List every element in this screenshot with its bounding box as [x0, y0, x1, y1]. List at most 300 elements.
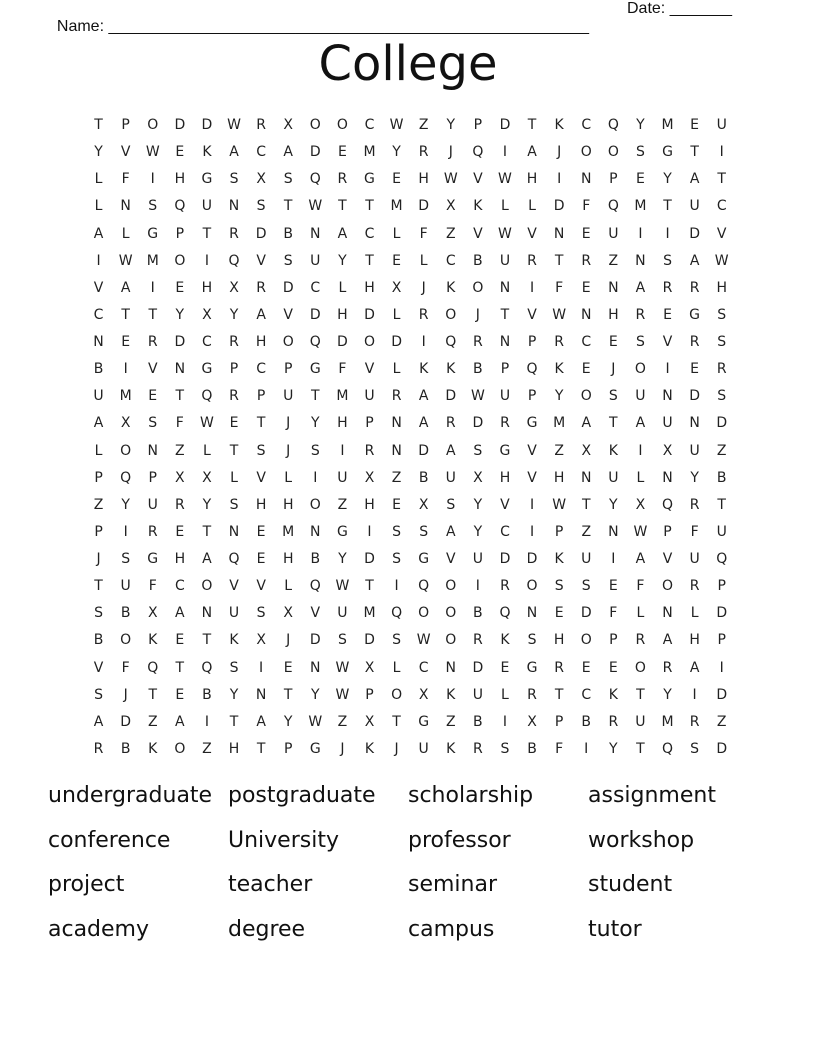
- grid-letter: D: [716, 415, 728, 432]
- grid-letter: S: [554, 578, 564, 595]
- grid-letter: O: [580, 388, 592, 405]
- grid-letter: I: [394, 578, 399, 595]
- grid-letter: P: [554, 523, 564, 540]
- grid-letter: T: [94, 578, 103, 595]
- grid-letter: V: [473, 171, 483, 188]
- grid-letter: B: [202, 686, 212, 703]
- grid-letter: L: [338, 279, 347, 296]
- word-list-item: University: [228, 827, 339, 853]
- grid-letter: U: [93, 388, 104, 405]
- grid-letter: R: [147, 523, 158, 540]
- grid-letter: C: [581, 334, 592, 350]
- grid-letter: Y: [202, 496, 212, 513]
- grid-letter: V: [662, 334, 673, 350]
- grid-letter: E: [392, 252, 401, 269]
- grid-letter: Y: [311, 415, 320, 432]
- grid-letter: D: [499, 117, 511, 133]
- grid-letter: U: [635, 388, 646, 405]
- grid-letter: N: [580, 469, 592, 486]
- grid-letter: S: [148, 415, 158, 432]
- grid-letter: V: [716, 225, 727, 242]
- grid-letter: T: [256, 415, 266, 432]
- grid-letter: F: [419, 225, 428, 242]
- grid-letter: H: [364, 496, 375, 513]
- word-list: [48, 780, 768, 958]
- grid-letter: U: [716, 117, 727, 133]
- grid-letter: R: [472, 740, 483, 757]
- grid-letter: H: [255, 334, 267, 350]
- grid-letter: T: [175, 388, 185, 405]
- grid-letter: E: [283, 659, 293, 676]
- grid-letter: E: [256, 523, 266, 540]
- grid-letter: K: [554, 551, 564, 567]
- grid-letter: A: [120, 279, 131, 296]
- grid-letter: J: [286, 442, 291, 459]
- grid-letter: D: [472, 415, 484, 432]
- grid-letter: P: [94, 523, 103, 540]
- word-list-item: seminar: [408, 872, 498, 897]
- grid-letter: S: [229, 171, 239, 188]
- grid-letter: E: [608, 578, 618, 595]
- grid-letter: S: [229, 496, 239, 513]
- grid-letter: T: [636, 740, 645, 757]
- grid-letter: C: [364, 117, 375, 133]
- grid-letter: Q: [201, 659, 213, 676]
- grid-letter: B: [473, 605, 483, 622]
- grid-letter: K: [148, 740, 158, 757]
- grid-letter: S: [392, 551, 402, 567]
- grid-letter: S: [663, 252, 672, 269]
- grid-letter: O: [662, 578, 674, 595]
- grid-letter: H: [174, 171, 186, 188]
- grid-letter: W: [200, 415, 214, 432]
- grid-letter: I: [259, 659, 264, 676]
- grid-letter: T: [581, 496, 591, 513]
- grid-letter: E: [663, 306, 672, 323]
- grid-letter: X: [256, 632, 266, 649]
- grid-letter: F: [555, 740, 564, 757]
- grid-letter: Y: [473, 496, 483, 513]
- grid-letter: F: [690, 523, 699, 540]
- grid-letter: M: [282, 523, 295, 540]
- grid-letter: H: [689, 632, 700, 649]
- grid-letter: Q: [472, 144, 484, 161]
- grid-letter: I: [529, 279, 535, 296]
- grid-letter: G: [336, 523, 348, 540]
- grid-letter: V: [147, 361, 158, 378]
- grid-letter: D: [120, 713, 132, 730]
- grid-letter: H: [364, 279, 375, 296]
- grid-letter: D: [580, 605, 592, 622]
- grid-letter: R: [689, 334, 700, 350]
- grid-letter: I: [719, 144, 724, 161]
- grid-letter: N: [662, 605, 673, 622]
- grid-letter: K: [446, 361, 456, 378]
- grid-letter: S: [473, 442, 483, 459]
- grid-letter: M: [661, 713, 674, 730]
- grid-letter: Q: [201, 388, 213, 405]
- grid-letter: G: [309, 361, 321, 378]
- grid-letter: D: [174, 334, 186, 350]
- grid-letter: W: [470, 388, 485, 405]
- grid-letter: Z: [554, 442, 564, 459]
- grid-letter: N: [93, 334, 104, 350]
- grid-letter: T: [690, 144, 699, 161]
- grid-letter: O: [634, 659, 646, 676]
- grid-letter: U: [689, 551, 700, 567]
- word-list-item: student: [588, 872, 673, 897]
- grid-letter: L: [636, 469, 645, 486]
- grid-letter: T: [202, 225, 212, 242]
- grid-letter: K: [500, 632, 510, 649]
- grid-letter: D: [716, 740, 728, 757]
- grid-letter: V: [364, 361, 375, 378]
- grid-letter: E: [581, 225, 591, 242]
- grid-letter: Y: [229, 306, 239, 323]
- grid-letter: K: [148, 632, 158, 649]
- grid-letter: T: [636, 686, 645, 703]
- grid-letter: P: [554, 713, 564, 730]
- grid-letter: A: [229, 144, 239, 161]
- grid-letter: J: [557, 144, 562, 161]
- grid-letter: K: [446, 740, 456, 757]
- grid-letter: L: [94, 198, 103, 215]
- grid-letter: A: [283, 144, 293, 161]
- grid-letter: O: [282, 334, 294, 350]
- grid-letter: S: [446, 496, 456, 513]
- grid-letter: Z: [581, 523, 592, 540]
- grid-letter: Z: [175, 442, 185, 459]
- grid-letter: D: [499, 551, 511, 567]
- grid-letter: L: [501, 198, 509, 215]
- grid-letter: V: [500, 496, 510, 513]
- grid-letter: H: [499, 469, 511, 486]
- grid-letter: U: [147, 496, 158, 513]
- grid-letter: P: [283, 740, 293, 757]
- grid-letter: I: [313, 469, 318, 486]
- grid-letter: T: [256, 740, 266, 757]
- grid-letter: V: [93, 279, 104, 296]
- grid-letter: S: [392, 632, 402, 649]
- grid-letter: U: [689, 442, 700, 459]
- grid-letter: C: [716, 198, 727, 215]
- grid-letter: Q: [391, 605, 403, 622]
- grid-letter: G: [147, 225, 159, 242]
- grid-letter: L: [528, 198, 536, 215]
- grid-letter: R: [527, 686, 537, 703]
- grid-letter: O: [445, 306, 457, 323]
- grid-letter: Y: [609, 496, 618, 513]
- grid-letter: T: [365, 252, 374, 269]
- grid-letter: U: [445, 469, 456, 486]
- grid-letter: C: [581, 686, 592, 703]
- grid-letter: O: [418, 605, 430, 622]
- grid-letter: R: [500, 578, 510, 595]
- grid-letter: B: [581, 713, 592, 730]
- grid-letter: X: [418, 686, 429, 703]
- grid-letter: V: [256, 252, 266, 269]
- grid-letter: E: [581, 659, 591, 676]
- grid-letter: R: [689, 713, 700, 730]
- grid-letter: R: [500, 415, 510, 432]
- grid-letter: S: [94, 605, 103, 622]
- grid-letter: O: [607, 144, 619, 161]
- grid-letter: W: [443, 171, 458, 188]
- grid-letter: X: [364, 713, 375, 730]
- grid-letter: H: [337, 306, 348, 323]
- grid-letter: R: [554, 659, 564, 676]
- grid-letter: T: [554, 252, 564, 269]
- grid-letter: U: [201, 198, 213, 215]
- grid-letter: E: [175, 686, 185, 703]
- grid-letter: Q: [309, 171, 321, 188]
- grid-letter: V: [256, 469, 266, 486]
- grid-letter: W: [308, 713, 323, 730]
- grid-letter: O: [120, 632, 132, 649]
- grid-letter: N: [608, 279, 619, 296]
- grid-letter: D: [526, 551, 538, 567]
- grid-letter: H: [337, 415, 348, 432]
- grid-letter: S: [635, 144, 645, 161]
- grid-letter: U: [472, 686, 483, 703]
- grid-letter: V: [527, 442, 537, 459]
- grid-letter: I: [502, 713, 508, 730]
- grid-letter: I: [367, 523, 372, 540]
- grid-letter: A: [418, 388, 429, 405]
- word-list-item: undergraduate: [48, 783, 213, 808]
- grid-letter: Z: [445, 713, 456, 730]
- grid-letter: U: [472, 551, 483, 567]
- grid-letter: E: [690, 361, 700, 378]
- grid-letter: W: [308, 198, 323, 215]
- grid-letter: N: [228, 523, 240, 540]
- grid-letter: C: [500, 523, 510, 540]
- grid-letter: T: [338, 198, 347, 215]
- grid-letter: T: [175, 659, 185, 676]
- grid-letter: Z: [147, 713, 158, 730]
- grid-letter: X: [364, 469, 375, 486]
- grid-letter: B: [120, 605, 131, 622]
- grid-letter: A: [337, 225, 348, 242]
- grid-letter: X: [283, 117, 293, 133]
- grid-letter: P: [365, 415, 374, 432]
- grid-letter: Z: [202, 740, 212, 757]
- grid-letter: J: [475, 306, 480, 323]
- grid-letter: Y: [283, 713, 293, 730]
- grid-letter: N: [499, 279, 511, 296]
- grid-letter: G: [526, 415, 538, 432]
- grid-letter: A: [175, 713, 185, 730]
- grid-letter: A: [256, 306, 266, 323]
- grid-letter: T: [500, 306, 510, 323]
- grid-letter: M: [146, 252, 159, 269]
- grid-letter: M: [363, 605, 376, 622]
- grid-letter: W: [633, 523, 648, 540]
- grid-letter: R: [256, 117, 266, 133]
- grid-letter: N: [174, 361, 186, 378]
- grid-letter: P: [94, 469, 103, 486]
- grid-letter: I: [665, 225, 670, 242]
- grid-letter: S: [500, 740, 510, 757]
- grid-letter: S: [121, 551, 131, 567]
- grid-letter: E: [121, 334, 131, 350]
- grid-letter: R: [581, 252, 592, 269]
- grid-letter: V: [229, 578, 239, 595]
- grid-letter: K: [419, 361, 429, 378]
- grid-letter: L: [284, 469, 293, 486]
- grid-letter: A: [635, 279, 646, 296]
- grid-letter: Z: [93, 496, 104, 513]
- grid-letter: R: [554, 334, 564, 350]
- grid-letter: N: [445, 659, 456, 676]
- grid-letter: E: [392, 171, 401, 188]
- grid-letter: I: [123, 523, 128, 540]
- grid-letter: C: [93, 306, 104, 323]
- grid-letter: M: [634, 198, 647, 215]
- grid-letter: S: [94, 686, 103, 703]
- grid-letter: K: [554, 117, 564, 133]
- grid-letter: N: [310, 523, 321, 540]
- grid-letter: U: [608, 469, 619, 486]
- grid-letter: P: [500, 361, 510, 378]
- grid-letter: O: [445, 578, 457, 595]
- grid-letter: U: [337, 605, 348, 622]
- grid-letter: W: [498, 171, 512, 188]
- grid-letter: F: [121, 659, 130, 676]
- word-list-item: workshop: [588, 827, 695, 853]
- grid-letter: H: [553, 469, 565, 486]
- grid-letter: S: [256, 605, 266, 622]
- grid-letter: H: [282, 496, 294, 513]
- grid-letter: B: [283, 225, 293, 242]
- grid-letter: W: [227, 117, 241, 133]
- grid-letter: J: [611, 361, 616, 378]
- grid-letter: C: [581, 117, 592, 133]
- grid-letter: U: [310, 252, 321, 269]
- grid-letter: X: [202, 306, 212, 323]
- grid-letter: W: [389, 117, 404, 133]
- grid-letter: Q: [309, 334, 321, 350]
- grid-letter: N: [553, 225, 565, 242]
- grid-letter: L: [230, 469, 238, 486]
- grid-letter: Q: [174, 198, 186, 215]
- grid-letter: F: [636, 578, 645, 595]
- grid-letter: Y: [690, 469, 699, 486]
- grid-letter: L: [636, 605, 645, 622]
- grid-letter: T: [717, 171, 726, 188]
- grid-letter: Y: [473, 523, 483, 540]
- grid-letter: I: [692, 686, 697, 703]
- grid-letter: S: [608, 388, 618, 405]
- grid-letter: R: [472, 334, 483, 350]
- grid-letter: O: [391, 686, 403, 703]
- grid-letter: N: [580, 306, 592, 323]
- grid-letter: R: [391, 388, 402, 405]
- grid-letter: K: [446, 279, 456, 296]
- grid-letter: P: [609, 171, 618, 188]
- grid-letter: U: [499, 252, 511, 269]
- grid-letter: S: [717, 306, 727, 323]
- grid-letter: N: [608, 523, 619, 540]
- grid-letter: R: [229, 225, 239, 242]
- grid-letter: Q: [607, 117, 619, 133]
- grid-letter: W: [498, 225, 512, 242]
- grid-letter: B: [473, 252, 483, 269]
- grid-letter: J: [340, 740, 345, 757]
- grid-letter: R: [229, 334, 239, 350]
- grid-letter: I: [204, 252, 209, 269]
- grid-letter: T: [283, 686, 293, 703]
- grid-letter: X: [283, 605, 293, 622]
- grid-letter: I: [123, 361, 128, 378]
- grid-letter: A: [445, 442, 456, 459]
- grid-letter: R: [689, 279, 700, 296]
- grid-letter: K: [608, 686, 618, 703]
- grid-letter: I: [502, 144, 508, 161]
- grid-letter: X: [635, 496, 646, 513]
- grid-letter: Y: [609, 740, 618, 757]
- grid-letter: T: [229, 442, 239, 459]
- grid-letter: O: [309, 117, 321, 133]
- grid-letter: A: [662, 632, 673, 649]
- grid-letter: U: [662, 415, 673, 432]
- grid-letter: R: [445, 415, 456, 432]
- grid-letter: Y: [392, 144, 401, 161]
- grid-letter: S: [690, 740, 700, 757]
- grid-letter: R: [418, 144, 429, 161]
- word-list-item: assignment: [588, 783, 716, 808]
- grid-letter: C: [256, 144, 266, 161]
- grid-letter: S: [229, 659, 239, 676]
- grid-letter: N: [255, 686, 267, 703]
- word-list-item: conference: [48, 827, 171, 853]
- grid-letter: D: [689, 388, 700, 405]
- grid-letter: E: [175, 144, 185, 161]
- grid-letter: T: [148, 306, 158, 323]
- grid-letter: A: [581, 415, 592, 432]
- grid-letter: N: [526, 605, 538, 622]
- grid-letter: W: [552, 306, 567, 323]
- grid-letter: A: [635, 415, 646, 432]
- grid-letter: E: [337, 144, 347, 161]
- grid-letter: N: [662, 388, 673, 405]
- grid-letter: K: [554, 361, 564, 378]
- grid-letter: S: [148, 198, 158, 215]
- grid-letter: Z: [391, 469, 402, 486]
- grid-letter: V: [527, 225, 537, 242]
- grid-letter: S: [717, 388, 727, 405]
- grid-letter: Q: [309, 578, 321, 595]
- grid-letter: Q: [120, 469, 132, 486]
- grid-letter: Q: [716, 551, 728, 567]
- grid-letter: P: [527, 334, 537, 350]
- grid-letter: D: [445, 388, 457, 405]
- grid-letter: O: [309, 496, 321, 513]
- grid-letter: J: [394, 740, 399, 757]
- grid-letter: A: [93, 415, 104, 432]
- grid-letter: T: [609, 415, 618, 432]
- grid-letter: E: [581, 361, 591, 378]
- grid-letter: S: [310, 442, 320, 459]
- grid-letter: A: [175, 605, 185, 622]
- grid-letter: D: [418, 198, 430, 215]
- grid-letter: R: [256, 279, 266, 296]
- grid-letter: E: [175, 523, 185, 540]
- grid-letter: P: [283, 361, 293, 378]
- grid-letter: P: [717, 632, 726, 649]
- grid-letter: V: [120, 144, 131, 161]
- grid-letter: D: [364, 632, 375, 649]
